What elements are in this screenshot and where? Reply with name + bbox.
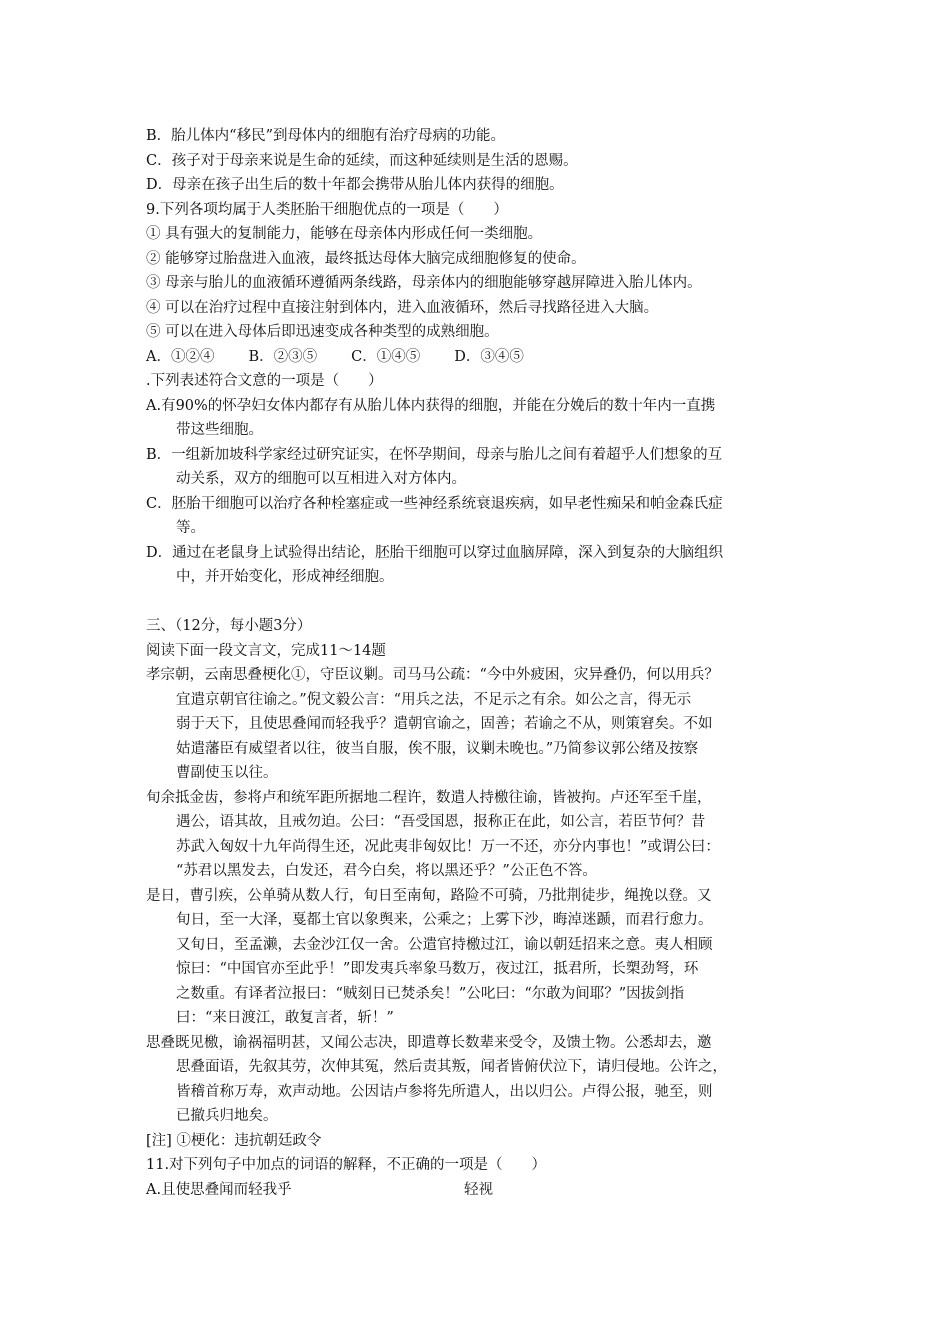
q10-option-c-line1: C．胚胎干细胞可以治疗各种栓塞症或一些神经系统衰退疾病，如早老性痴呆和帕金森氏症 [146, 495, 723, 512]
q8-option-d: D．母亲在孩子出生后的数十年都会携带从胎儿体内获得的细胞。 [146, 177, 564, 193]
q10-option-d-line2: 中，并开始变化，形成神经细胞。 [176, 569, 394, 585]
q9-choice-c: C．①④⑤ [351, 348, 421, 365]
passage-p1-line3: 弱于天下，且使思叠闻而轻我乎？遣朝官谕之，固善；若谕之不从，则策窘矣。不如 [176, 716, 713, 732]
passage-p2-line4: “苏君以黑发去，白发还，君今白矣，将以黑还乎？”公正色不答。 [176, 863, 597, 879]
q11-option-a-sentence: A.且使思叠闻而轻我乎 [146, 1181, 292, 1198]
q10-option-c-line2: 等。 [176, 520, 205, 536]
q9-choice-a: A．①②④ [146, 348, 215, 365]
passage-p1-line5: 曹副使玉以往。 [176, 765, 278, 781]
passage-p3-line5: 之数重。有译者泣报曰：“贼刻日已焚杀矣！”公叱曰：“尔敢为间耶？”因拔剑指 [176, 985, 685, 1002]
passage-p3-line3: 又旬日，至孟濑，去金沙江仅一舍。公遣官持檄过江，谕以朝廷招来之意。夷人相顾 [176, 936, 713, 953]
q10-option-b-line1: B．一组新加坡科学家经过研究证实，在怀孕期间，母亲与胎儿之间有着超乎人们想象的互 [146, 446, 723, 463]
q9-item-4: ④ 可以在治疗过程中直接注射到体内，进入血液循环，然后寻找路径进入大脑。 [146, 299, 659, 316]
passage-p3-line1: 是日，曹引疾，公单骑从数人行，旬日至南甸，路险不可骑，乃批荆徒步，绳挽以登。又 [146, 887, 712, 904]
q11-option-a-gloss: 轻视 [464, 1181, 493, 1198]
q9-choice-b: B．②③⑤ [248, 348, 318, 365]
q8-option-c: C．孩子对于母亲来说是生命的延续，而这种延续则是生活的恩赐。 [146, 152, 578, 169]
section-3-heading: 三、（12分，每小题3分） [146, 618, 312, 634]
q11-option-a [146, 1178, 816, 1203]
passage-p3-line2: 旬日，至一大泽，戛都土官以象舆来，公乘之；上雾下沙，晦淖迷踬，而君行愈力。 [176, 912, 713, 928]
passage-p1-line2: 宜遣京朝官往谕之。”倪文毅公言：“用兵之法，不足示之有余。如公之言，得无示 [176, 691, 692, 708]
q9-item-5: ⑤ 可以在进入母体后即迅速变成各种类型的成熟细胞。 [146, 324, 499, 340]
q10-option-b-line2: 动关系，双方的细胞可以互相进入对方体内。 [176, 471, 466, 487]
q9-item-2: ② 能够穿过胎盘进入血液，最终抵达母体大脑完成细胞修复的使命。 [146, 250, 586, 267]
passage-note: [注] ①梗化：违抗朝廷政令 [146, 1132, 322, 1149]
passage-p2-line2: 遇公，语其故，且戒勿迫。公曰：“吾受国恩，报称正在此，如公言，若臣节何？昔 [176, 814, 706, 830]
passage-p3-line6: 曰：“来日渡江，敢复言者，斩！” [176, 1010, 394, 1026]
q10-stem: .下列表述符合文意的一项是（ ） [146, 373, 383, 389]
q9-choice-d: D．③④⑤ [454, 348, 524, 365]
q9-item-3: ③ 母亲与胎儿的血液循环遵循两条线路，母亲体内的细胞能够穿越屏障进入胎儿体内。 [146, 275, 702, 291]
q8-option-b: B．胎儿体内“移民”到母体内的细胞有治疗母病的功能。 [146, 128, 505, 144]
passage-p4-line3: 皆稽首称万寿，欢声动地。公因诘卢参将先所遣人，出以归公。卢得公报，驰至，则 [176, 1083, 713, 1100]
section-spacer [146, 590, 816, 615]
passage-p3-line4: 惊曰：“中国官亦至此乎！”即发夷兵率象马数万，夜过江，抵君所，长槊劲弩，环 [176, 961, 699, 977]
q10-option-a-line1: A.有90%的怀孕妇女体内都存有从胎儿体内获得的细胞，并能在分娩后的数十年内一直携 [146, 397, 716, 414]
passage-p4-line1: 思叠既见檄，谕祸福明甚，又闻公志决，即遣尊长数辈来受令，及馈土物。公悉却去，邀 [146, 1034, 712, 1051]
q10-option-a-line2: 带这些细胞。 [176, 422, 263, 438]
q10-option-d-line1: D．通过在老鼠身上试验得出结论，胚胎干细胞可以穿过血脑屏障，深入到复杂的大脑组织 [146, 544, 724, 561]
q11-stem: 11.对下列句子中加点的词语的解释，不正确的一项是（ ） [146, 1157, 547, 1173]
section-3-instruction: 阅读下面一段文言文，完成11～14题 [146, 642, 386, 659]
passage-p1-line4: 姑遣藩臣有威望者以往，彼当自服，俟不服，议剿未晚也。”乃简参议郭公绪及按察 [176, 740, 699, 757]
passage-p4-line2: 思叠面语，先叙其劳，次伸其冤，然后责其叛，闻者皆俯伏泣下，请归侵地。公许之， [176, 1059, 727, 1075]
exam-page [146, 124, 816, 1202]
passage-p4-line4: 已撤兵归地矣。 [176, 1108, 278, 1124]
q9-choices [146, 345, 816, 370]
q9-item-1: ① 具有强大的复制能力，能够在母亲体内形成任何一类细胞。 [146, 226, 543, 242]
passage-p1-line1: 孝宗朝，云南思叠梗化①，守臣议剿。司马马公疏：“今中外疲困，灾异叠仍，何以用兵？ [146, 667, 719, 683]
passage-p2-line1: 旬余抵金齿，参将卢和统军距所据地二程许，数遣人持檄往谕，皆被拘。卢还军至千崖， [146, 789, 712, 806]
q9-stem: 9.下列各项均属于人类胚胎干细胞优点的一项是（ ） [146, 201, 508, 218]
passage-p2-line3: 苏武入匈奴十九年尚得生还，况此夷非匈奴比！万一不还，亦分内事也！”或谓公曰： [176, 838, 720, 855]
